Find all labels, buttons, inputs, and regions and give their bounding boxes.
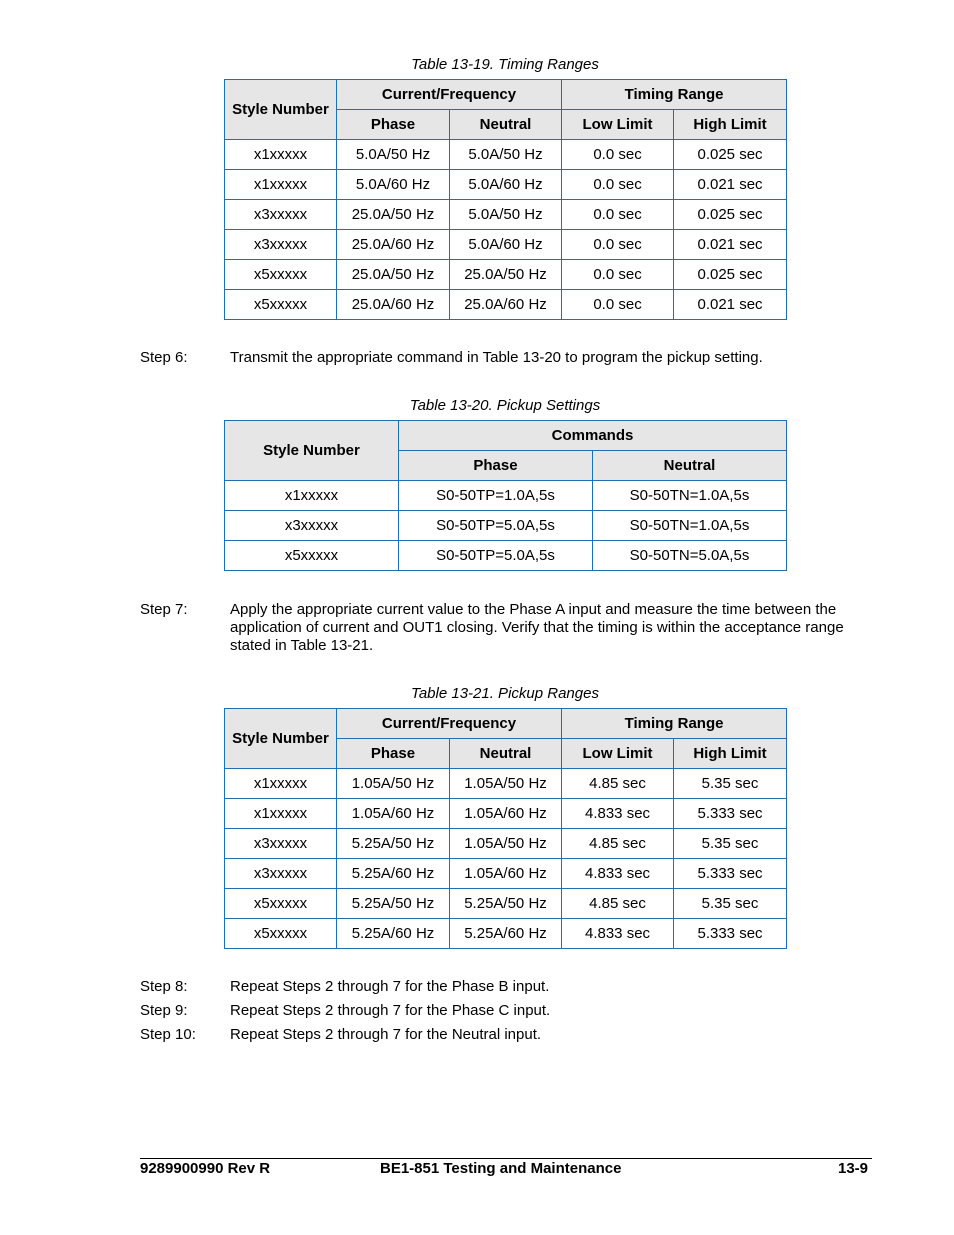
header-timing-range: Timing Range xyxy=(562,80,787,110)
table-cell: 0.025 sec xyxy=(674,260,787,290)
table-cell: 5.25A/60 Hz xyxy=(450,919,562,949)
table-13-21-caption: Table 13-21. Pickup Ranges xyxy=(411,685,599,702)
table-cell: S0-50TP=1.0A,5s xyxy=(399,481,593,511)
table-cell: 4.833 sec xyxy=(562,919,674,949)
table-cell: 0.025 sec xyxy=(674,200,787,230)
table-cell: 5.0A/50 Hz xyxy=(450,140,562,170)
step-number: Step 8: xyxy=(140,978,188,995)
table-cell: x1xxxxx xyxy=(225,140,337,170)
footer-document-number: 9289900990 Rev R xyxy=(140,1160,271,1177)
pickup-settings-body xyxy=(225,481,787,571)
step-text: Repeat Steps 2 through 7 for the Phase B input. xyxy=(230,978,550,995)
table-row xyxy=(225,829,787,859)
table-cell: 5.333 sec xyxy=(674,859,787,889)
header-current-frequency: Current/Frequency xyxy=(337,709,562,739)
header-high-limit: High Limit xyxy=(674,110,787,140)
header-timing-range: Timing Range xyxy=(562,709,787,739)
header-style-number: Style Number xyxy=(225,709,337,769)
step-number: Step 7: xyxy=(140,601,188,618)
table-cell: 25.0A/50 Hz xyxy=(450,260,562,290)
header-low-limit: Low Limit xyxy=(562,110,674,140)
footer-rule xyxy=(140,1158,872,1159)
table-cell: S0-50TN=1.0A,5s xyxy=(593,511,787,541)
timing-ranges-table xyxy=(224,79,787,320)
table-row xyxy=(225,170,787,200)
table-cell: x3xxxxx xyxy=(225,859,337,889)
table-cell: x1xxxxx xyxy=(225,481,399,511)
step-text: Repeat Steps 2 through 7 for the Neutral input. xyxy=(230,1026,542,1043)
table-row xyxy=(225,799,787,829)
table-row xyxy=(225,230,787,260)
table-cell: 25.0A/50 Hz xyxy=(337,260,450,290)
table-cell: 1.05A/60 Hz xyxy=(450,859,562,889)
pickup-settings-table xyxy=(224,420,787,571)
table-cell: 0.0 sec xyxy=(562,140,674,170)
table-cell: 5.0A/60 Hz xyxy=(450,170,562,200)
table-cell: 1.05A/50 Hz xyxy=(337,769,450,799)
header-low-limit: Low Limit xyxy=(562,739,674,769)
table-row xyxy=(225,769,787,799)
header-phase: Phase xyxy=(337,110,450,140)
header-neutral: Neutral xyxy=(450,110,562,140)
step-number: Step 10: xyxy=(140,1026,196,1043)
table-row xyxy=(225,140,787,170)
table-cell: 0.021 sec xyxy=(674,170,787,200)
table-cell: S0-50TP=5.0A,5s xyxy=(399,541,593,571)
table-cell: 0.0 sec xyxy=(562,170,674,200)
pickup-ranges-table xyxy=(224,708,787,949)
table-cell: 5.0A/60 Hz xyxy=(450,230,562,260)
table-cell: x3xxxxx xyxy=(225,230,337,260)
table-cell: 25.0A/60 Hz xyxy=(337,230,450,260)
table-cell: 4.833 sec xyxy=(562,799,674,829)
table-cell: 5.25A/60 Hz xyxy=(337,919,450,949)
table-cell: 1.05A/50 Hz xyxy=(450,769,562,799)
header-phase: Phase xyxy=(399,451,593,481)
header-high-limit: High Limit xyxy=(674,739,787,769)
table-cell: x1xxxxx xyxy=(225,769,337,799)
table-cell: S0-50TN=1.0A,5s xyxy=(593,481,787,511)
header-current-frequency: Current/Frequency xyxy=(337,80,562,110)
table-cell: 5.25A/60 Hz xyxy=(337,859,450,889)
table-cell: x5xxxxx xyxy=(225,889,337,919)
step-text: Apply the appropriate current value to the Phase A input and measure the time between the application of current and OUT1 closing. Verify that the timing is within the acceptance range stated in Table 13-21. xyxy=(230,601,844,654)
table-row xyxy=(225,859,787,889)
table-cell: 25.0A/60 Hz xyxy=(450,290,562,320)
table-cell: 4.833 sec xyxy=(562,859,674,889)
table-cell: 25.0A/60 Hz xyxy=(337,290,450,320)
table-cell: 5.0A/50 Hz xyxy=(337,140,450,170)
header-neutral: Neutral xyxy=(450,739,562,769)
table-cell: 0.0 sec xyxy=(562,230,674,260)
table-cell: 5.35 sec xyxy=(674,829,787,859)
table-cell: 5.333 sec xyxy=(674,799,787,829)
table-cell: S0-50TN=5.0A,5s xyxy=(593,541,787,571)
table-13-19-caption: Table 13-19. Timing Ranges xyxy=(411,56,599,73)
table-cell: x5xxxxx xyxy=(225,541,399,571)
timing-ranges-body xyxy=(225,140,787,320)
table-cell: 5.0A/60 Hz xyxy=(337,170,450,200)
table-cell: 25.0A/50 Hz xyxy=(337,200,450,230)
table-cell: 5.25A/50 Hz xyxy=(337,829,450,859)
table-cell: 1.05A/50 Hz xyxy=(450,829,562,859)
footer-title: BE1-851 Testing and Maintenance xyxy=(380,1160,622,1177)
header-style-number: Style Number xyxy=(225,80,337,140)
table-cell: x5xxxxx xyxy=(225,290,337,320)
table-cell: 4.85 sec xyxy=(562,769,674,799)
step-number: Step 6: xyxy=(140,349,188,366)
table-cell: 0.0 sec xyxy=(562,290,674,320)
table-cell: 0.0 sec xyxy=(562,200,674,230)
table-cell: 4.85 sec xyxy=(562,889,674,919)
table-cell: 1.05A/60 Hz xyxy=(450,799,562,829)
table-cell: 5.35 sec xyxy=(674,889,787,919)
table-cell: 0.021 sec xyxy=(674,230,787,260)
pickup-ranges-body xyxy=(225,769,787,949)
header-style-number: Style Number xyxy=(225,421,399,481)
table-cell: 0.0 sec xyxy=(562,260,674,290)
table-row xyxy=(225,511,787,541)
table-row xyxy=(225,919,787,949)
table-cell: x1xxxxx xyxy=(225,170,337,200)
step-text: Repeat Steps 2 through 7 for the Phase C input. xyxy=(230,1002,551,1019)
table-13-20-caption: Table 13-20. Pickup Settings xyxy=(409,397,601,414)
table-cell: 4.85 sec xyxy=(562,829,674,859)
table-cell: 1.05A/60 Hz xyxy=(337,799,450,829)
header-phase: Phase xyxy=(337,739,450,769)
table-cell: 0.021 sec xyxy=(674,290,787,320)
step-text: Transmit the appropriate command in Table 13-20 to program the pickup setting. xyxy=(230,349,763,366)
table-cell: x3xxxxx xyxy=(225,511,399,541)
table-row xyxy=(225,889,787,919)
table-cell: 5.25A/50 Hz xyxy=(450,889,562,919)
table-cell: 5.333 sec xyxy=(674,919,787,949)
table-cell: 5.25A/50 Hz xyxy=(337,889,450,919)
table-cell: x5xxxxx xyxy=(225,260,337,290)
header-neutral: Neutral xyxy=(593,451,787,481)
table-cell: S0-50TP=5.0A,5s xyxy=(399,511,593,541)
step-number: Step 9: xyxy=(140,1002,188,1019)
table-row xyxy=(225,260,787,290)
table-cell: x1xxxxx xyxy=(225,799,337,829)
table-row xyxy=(225,481,787,511)
table-row xyxy=(225,541,787,571)
footer-page-number: 13-9 xyxy=(838,1160,869,1177)
table-cell: 5.35 sec xyxy=(674,769,787,799)
table-cell: x3xxxxx xyxy=(225,200,337,230)
table-row xyxy=(225,200,787,230)
table-cell: 5.0A/50 Hz xyxy=(450,200,562,230)
table-cell: x3xxxxx xyxy=(225,829,337,859)
table-cell: 0.025 sec xyxy=(674,140,787,170)
step-7 xyxy=(140,601,875,657)
table-cell: x5xxxxx xyxy=(225,919,337,949)
table-row xyxy=(225,290,787,320)
header-commands: Commands xyxy=(399,421,787,451)
